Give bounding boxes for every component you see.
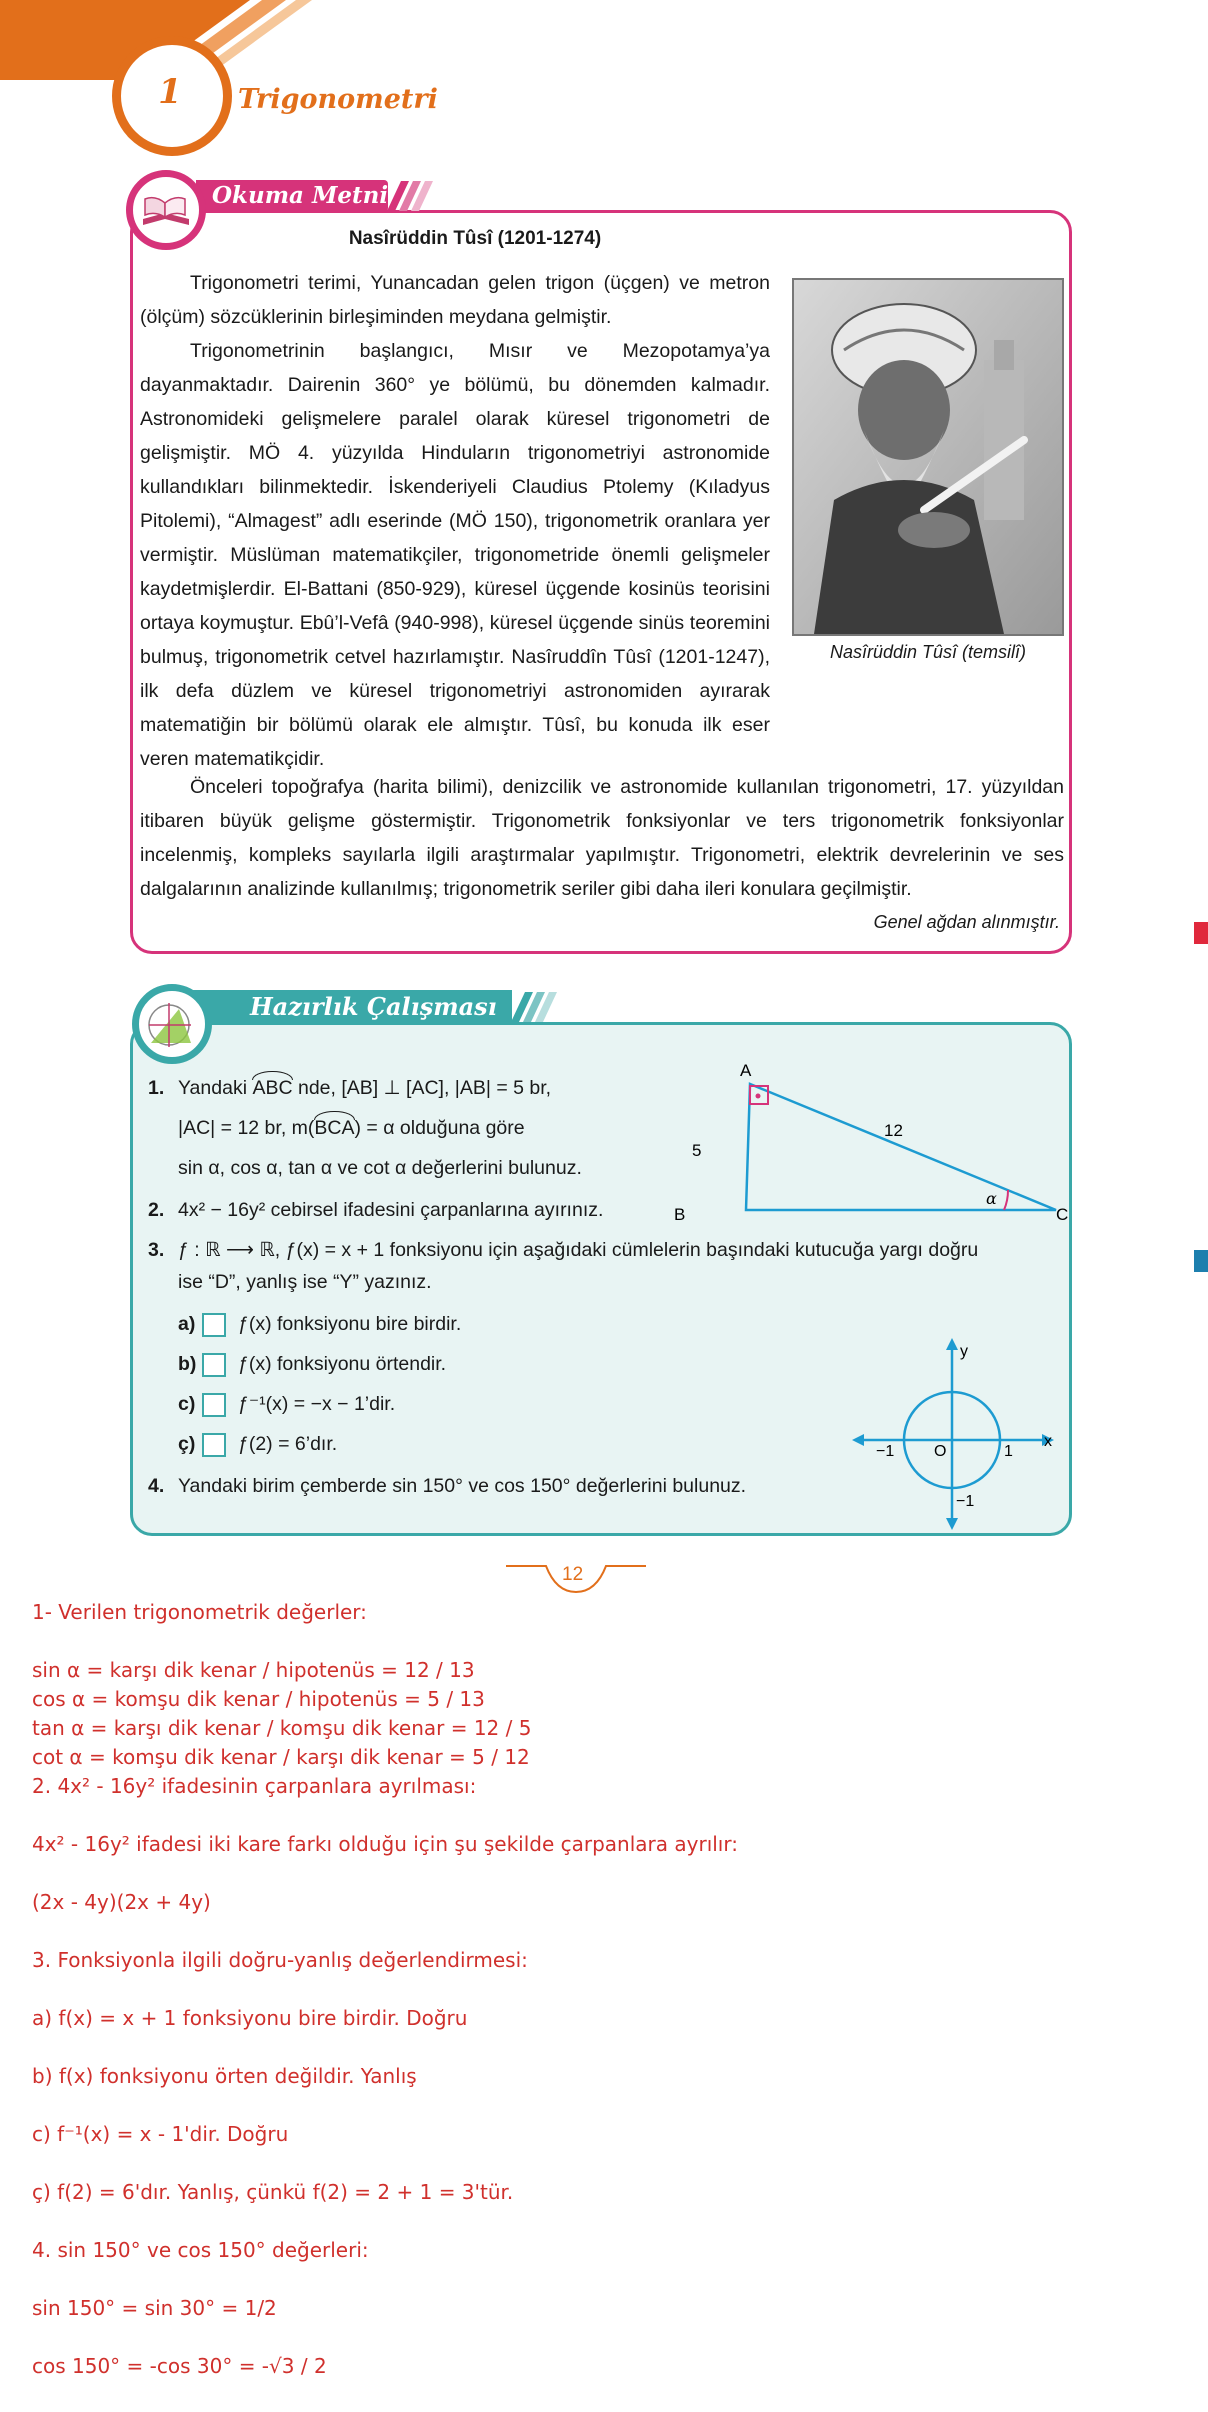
answer-line: 4. sin 150° ve cos 150° değerleri: [32, 2238, 369, 2262]
right-triangle-figure [670, 1060, 1080, 1230]
answer-line: b) f(x) fonksiyonu örten değildir. Yanlış [32, 2064, 417, 2088]
side-marker-red [1194, 922, 1208, 944]
portrait-image [792, 278, 1064, 636]
question-3-line-2: ise “D”, yanlış ise “Y” yazınız. [178, 1271, 432, 1293]
answer-line: 1- Verilen trigonometrik değerler: [32, 1600, 367, 1624]
question-2: 2. 4x² − 16y² cebirsel ifadesini çarpanlarına ayırınız. [148, 1199, 604, 1221]
x-neg-one-label: −1 [876, 1443, 895, 1460]
answer-box-a[interactable] [202, 1313, 226, 1337]
option-a: a) ƒ(x) fonksiyonu bire birdir. [178, 1313, 462, 1335]
reading-paragraph-1: Trigonometri terimi, Yunancadan gelen trigon (üçgen) ve metron (ölçüm) sözcüklerinin birleşiminden meydana gelmiştir. [140, 272, 770, 328]
answer-box-c[interactable] [202, 1393, 226, 1417]
answer-line: sin 150° = sin 30° = 1/2 [32, 2296, 277, 2320]
angle-alpha-label: α [986, 1189, 997, 1208]
side-ab-label: 5 [692, 1141, 702, 1160]
portrait-caption: Nasîrüddin Tûsî (temsilî) [829, 642, 1027, 662]
question-1-line-1: 1. Yandaki ABC nde, [AB] ⊥ [AC], |AB| = 5 br, [148, 1077, 552, 1099]
side-marker-blue [1194, 1250, 1208, 1272]
answer-line: c) f⁻¹(x) = x - 1'dir. Doğru [32, 2122, 289, 2146]
question-4: 4. Yandaki birim çemberde sin 150° ve cos 150° değerlerini bulunuz. [148, 1475, 747, 1497]
preparation-banner-label: Hazırlık Çalışması [250, 992, 497, 1021]
question-3-line-1: 3. ƒ : ℝ ⟶ ℝ, ƒ(x) = x + 1 fonksiyonu için aşağıdaki cümlelerin başındaki kutucuğa yargı doğru [148, 1239, 979, 1261]
page-number: 12 [562, 1564, 584, 1585]
reading-banner-label: Okuma Metni [212, 182, 389, 209]
answer-line: (2x - 4y)(2x + 4y) [32, 1890, 211, 1914]
origin-label: O [934, 1443, 947, 1460]
answer-line: 3. Fonksiyonla ilgili doğru-yanlış değerlendirmesi: [32, 1948, 528, 1972]
vertex-a-label: A [740, 1061, 752, 1080]
y-neg-one-label: −1 [956, 1493, 975, 1510]
vertex-b-label: B [674, 1205, 686, 1224]
question-1-line-3: sin α, cos α, tan α ve cot α değerlerini bulunuz. [178, 1157, 582, 1179]
chapter-title: Trigonometri [238, 84, 438, 115]
unit-circle-figure [852, 1336, 1068, 1532]
reading-paragraph-2: Trigonometrinin başlangıcı, Mısır ve Mezopotamya’ya dayanmaktadır. Dairenin 360° ye bölümü, bu dönemden kalmadır. Astronomideki gelişmelere paralel olarak küresel trigonometri de gelişmiştir. MÖ 4. yüzyılda Hinduların trigonometriyi astronomide kullandıkları bilinmektedir. İskenderiyeli Claudius Ptolemy (Kıladyus Pitolemi), “Almagest” adlı eserinde (MÖ 150), trigonometrik oranlara yer vermiştir. Müslüman matematikçiler, trigonometride önemli gelişmeler kaydetmişlerdir. El-Battani (850-929), küresel üçgende kosinüs teorisini ortaya koymuştur. Ebû’l-Vefâ (940-998), küresel üçgende sinüs teoremini bulmuş, trigonometrik cetvel hazırlamıştır. Nasîruddîn Tûsî (1201-1247), ilk defa düzlem ve küresel trigonometriyi astronomiden ayırarak matematiğin bir bölümü olarak ele almıştır. Tûsî, bu konuda ilk eser veren matematikçidir. [140, 340, 770, 770]
answer-line: ç) f(2) = 6'dır. Yanlış, çünkü f(2) = 2 + 1 = 3'tür. [32, 2180, 514, 2204]
answer-line: cos α = komşu dik kenar / hipotenüs = 5 / 13 [32, 1687, 485, 1711]
question-1-line-2: |AC| = 12 br, m(BCA) = α olduğuna göre [178, 1117, 525, 1139]
answer-line: cot α = komşu dik kenar / karşı dik kenar = 5 / 12 [32, 1745, 530, 1769]
option-c-cedilla: ç) ƒ(2) = 6’dır. [178, 1433, 338, 1455]
side-ac-label: 12 [884, 1121, 903, 1140]
answer-line: 2. 4x² - 16y² ifadesinin çarpanlara ayrılması: [32, 1774, 477, 1798]
answer-line: tan α = karşı dik kenar / komşu dik kenar = 12 / 5 [32, 1716, 532, 1740]
option-c: c) ƒ⁻¹(x) = −x − 1’dir. [178, 1393, 396, 1415]
answer-line: sin α = karşı dik kenar / hipotenüs = 12 / 13 [32, 1658, 475, 1682]
reading-title: Nasîrüddin Tûsî (1201-1274) [348, 228, 602, 249]
vertex-c-label: C [1056, 1205, 1069, 1224]
chapter-number: 1 [158, 72, 182, 112]
option-b: b) ƒ(x) fonksiyonu örtendir. [178, 1353, 447, 1375]
answer-line: a) f(x) = x + 1 fonksiyonu bire birdir. Doğru [32, 2006, 468, 2030]
geometry-icon [132, 984, 212, 1064]
answer-line: 4x² - 16y² ifadesi iki kare farkı olduğu için şu şekilde çarpanlara ayrılır: [32, 1832, 738, 1856]
answer-box-b[interactable] [202, 1353, 226, 1377]
y-axis-label: y [960, 1343, 968, 1360]
source-note: Genel ağdan alınmıştır. [873, 912, 1060, 932]
reading-paragraph-3: Önceleri topoğrafya (harita bilimi), denizcilik ve astronomide kullanılan trigonometri, 17. yüzyıldan itibaren büyük gelişme göstermiştir. Trigonometrik fonksiyonlar ve ters trigonometrik fonksiyonlar incelenmiş, kompleks sayılarla ilgili araştırmalar yapılmıştır. Trigonometri, elektrik devrelerinin ve ses dalgalarının analizinde kullanılmış; trigonometrik seriler gibi daha ileri konulara geçilmiştir. [140, 776, 1064, 900]
book-icon [126, 170, 206, 250]
x-axis-label: x [1044, 1433, 1052, 1450]
answer-box-c-cedilla[interactable] [202, 1433, 226, 1457]
x-one-label: 1 [1004, 1443, 1013, 1460]
answer-line: cos 150° = -cos 30° = -√3 / 2 [32, 2354, 327, 2378]
